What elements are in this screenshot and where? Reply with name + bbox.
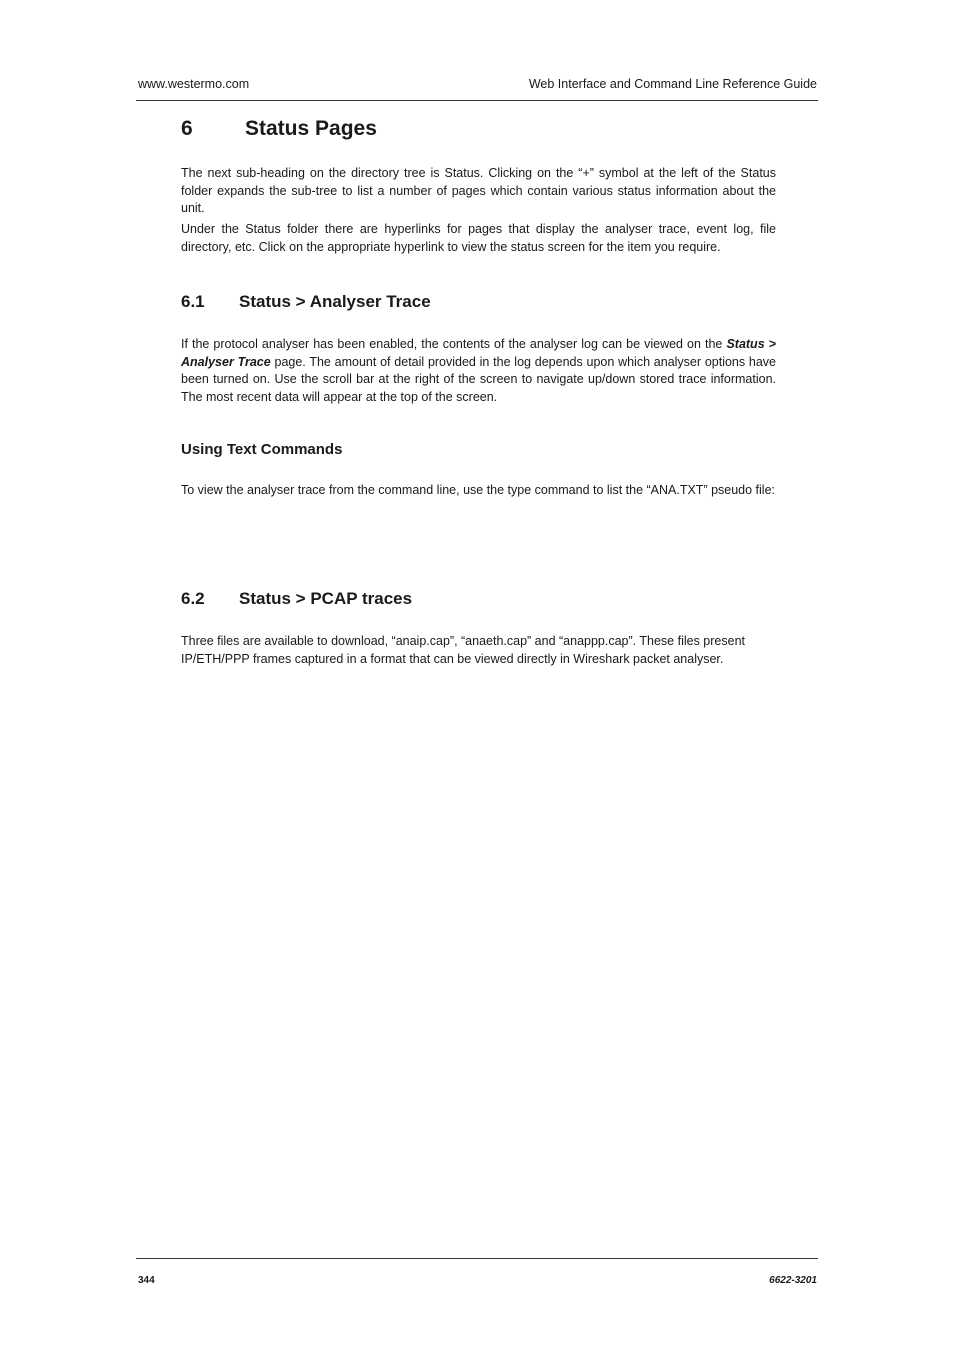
header-guide-title: Web Interface and Command Line Reference Guide [528,77,817,91]
section-6-2-number: 6.2 [181,589,205,608]
section-6-2-paragraph: Three files are available to download, “anaip.cap”, “anaeth.cap” and “anappp.cap”. These files present IP/ETH/PPP frames captured in a format that can be viewed directly in Wireshark packet analyser. [181,634,746,666]
section-6-2-title: Status > PCAP traces [239,589,413,608]
section-6-heading [181,117,377,141]
using-text-commands-heading: Using Text Commands [181,441,343,458]
section-6-paragraph-2: Under the Status folder there are hyperlinks for pages that display the analyser trace, event log, file directory, etc. Click on the appropriate hyperlink to view the status screen for the item you require. [181,222,776,254]
text-commands-paragraph: To view the analyser trace from the command line, use the type command to list the “ANA.TXT” pseudo file: [181,483,776,497]
section-6-1-text-end: page. The amount of detail provided in the log depends upon which analyser options have been turned on. Use the scroll bar at the right of the screen to navigate up/down stored trace information. The most recent data will appear at the top of the screen. [181,354,776,404]
footer-doc-number: 6622-3201 [769,1275,817,1286]
section-6-1-title: Status > Analyser Trace [239,292,431,311]
menu-path-analyser-trace: Status > Analyser Trace [181,337,776,369]
section-6-2-heading [181,589,412,609]
section-6-title: Status Pages [245,117,377,140]
footer-page-number: 344 [138,1275,155,1286]
section-6-number: 6 [181,117,193,140]
section-6-1-heading [181,292,431,312]
section-6-1-text-start: If the protocol analyser has been enabled, the contents of the analyser log can be viewed on the [181,337,727,351]
section-6-1-number: 6.1 [181,292,205,311]
section-6-paragraph-1: The next sub-heading on the directory tree is Status. Clicking on the “+” symbol at the left of the Status folder expands the sub-tree to list a number of pages which contain various status information about the unit. [181,166,776,215]
header-website: www.westermo.com [138,77,250,91]
header-rule [136,100,818,101]
section-6-1-paragraph [181,336,776,406]
footer-rule [136,1258,818,1259]
